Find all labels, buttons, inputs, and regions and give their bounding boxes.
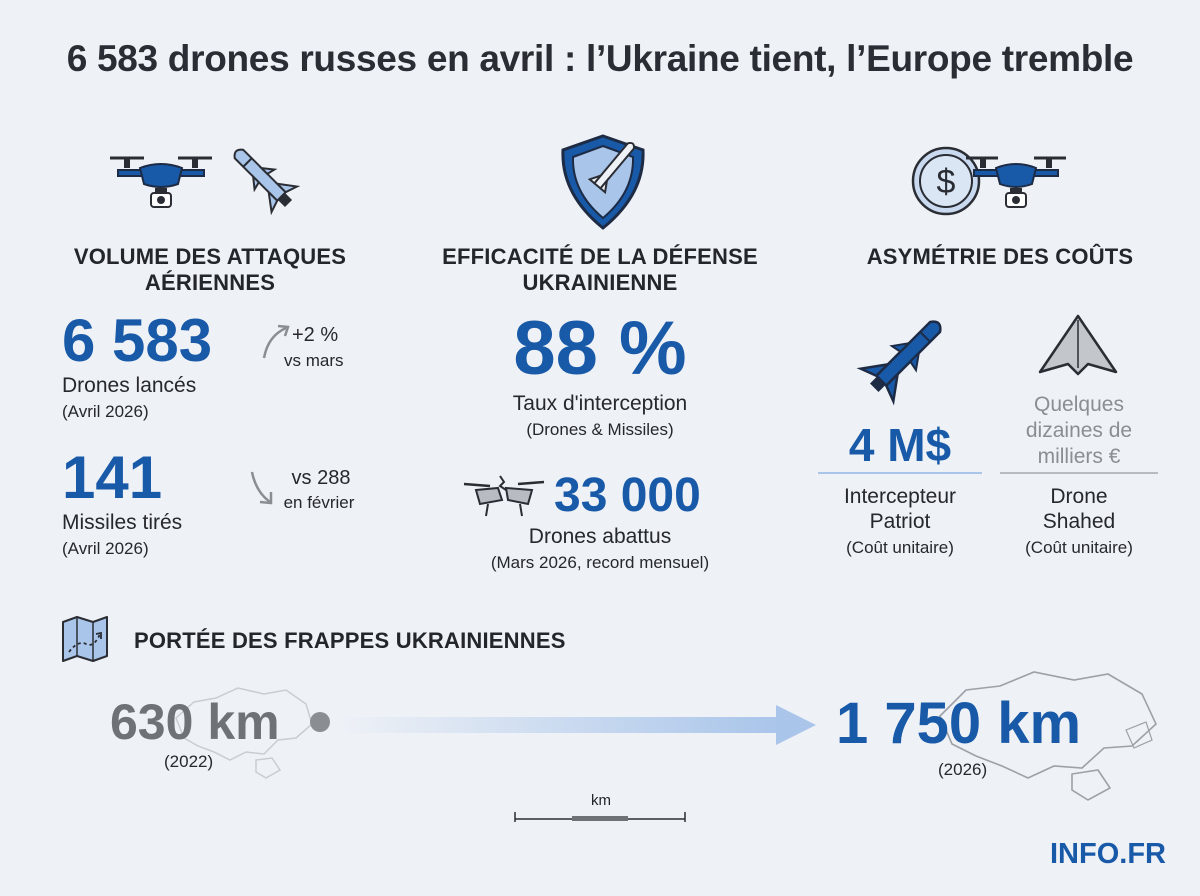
shahed-label-line2: Shahed (1042, 510, 1116, 533)
shield-icon (555, 132, 651, 232)
missiles-reference-line2: en février (283, 493, 355, 512)
missiles-fired-period: (Avril 2026) (62, 539, 149, 558)
drones-downed-label: Drones abattus (528, 525, 672, 548)
range-start-dot (310, 712, 330, 732)
range-2026-year: (2026) (938, 760, 988, 779)
drones-downed-value: 33 000 (554, 469, 701, 522)
drones-downed-period: (Mars 2026, record mensuel) (490, 553, 710, 572)
missiles-fired-value: 141 (62, 444, 163, 511)
broken-drone-icon (462, 470, 546, 522)
svg-text:$: $ (936, 163, 956, 201)
range-2022-year: (2022) (164, 752, 214, 771)
patriot-cost-value: 4 M$ (848, 419, 952, 471)
interception-rate-scope: (Drones & Missiles) (526, 420, 674, 439)
patriot-label-line2: Patriot (869, 510, 931, 533)
defense-heading-line1: EFFICACITÉ DE LA DÉFENSE (442, 244, 758, 269)
scale-label: km (591, 792, 611, 809)
defense-heading-line2: UKRAINIENNE (522, 270, 678, 295)
drones-launched-period: (Avril 2026) (62, 402, 149, 421)
interception-rate-label: Taux d'interception (512, 392, 688, 415)
drones-launched-label: Drones lancés (62, 374, 197, 397)
missiles-fired-label: Missiles tirés (62, 511, 183, 534)
patriot-cost-unit: (Coût unitaire) (846, 538, 954, 557)
shahed-drone-icon (1036, 312, 1120, 380)
volume-heading-line2: AÉRIENNES (144, 270, 276, 295)
patriot-divider (818, 472, 982, 474)
shahed-divider (1000, 472, 1158, 474)
patriot-missile-icon (846, 310, 952, 416)
drone-icon (104, 150, 218, 212)
shahed-cost-unit: (Coût unitaire) (1025, 538, 1133, 557)
range-heading: PORTÉE DES FRAPPES UKRAINIENNES (134, 628, 566, 653)
interception-rate-value: 88 % (513, 306, 687, 391)
page-title: 6 583 drones russes en avril : l’Ukraine tient, l’Europe tremble (66, 38, 1134, 79)
drones-launched-value: 6 583 (62, 307, 213, 374)
drones-change-reference: vs mars (284, 351, 344, 370)
missile-icon (222, 140, 314, 226)
patriot-label-line1: Intercepteur (843, 485, 957, 508)
missiles-reference-line1: vs 288 (291, 467, 351, 489)
shahed-cost-line1: Quelques (1034, 393, 1124, 416)
costs-heading: ASYMÉTRIE DES COÛTS (866, 244, 1134, 269)
shahed-cost-line3: milliers € (1037, 445, 1121, 468)
shahed-cost-line2: dizaines de (1025, 419, 1133, 442)
range-2026-value: 1 750 km (836, 691, 1082, 756)
volume-heading-line1: VOLUME DES ATTAQUES (73, 244, 347, 269)
shahed-label-line1: Drone (1050, 485, 1108, 508)
scale-bar (514, 810, 686, 824)
range-progress-arrow (340, 702, 820, 748)
drones-change-value: +2 % (292, 324, 339, 346)
brand-logo: INFO.FR (1050, 838, 1166, 870)
map-route-icon (60, 614, 110, 664)
drone-icon (960, 150, 1072, 212)
range-2022-value: 630 km (110, 694, 280, 750)
